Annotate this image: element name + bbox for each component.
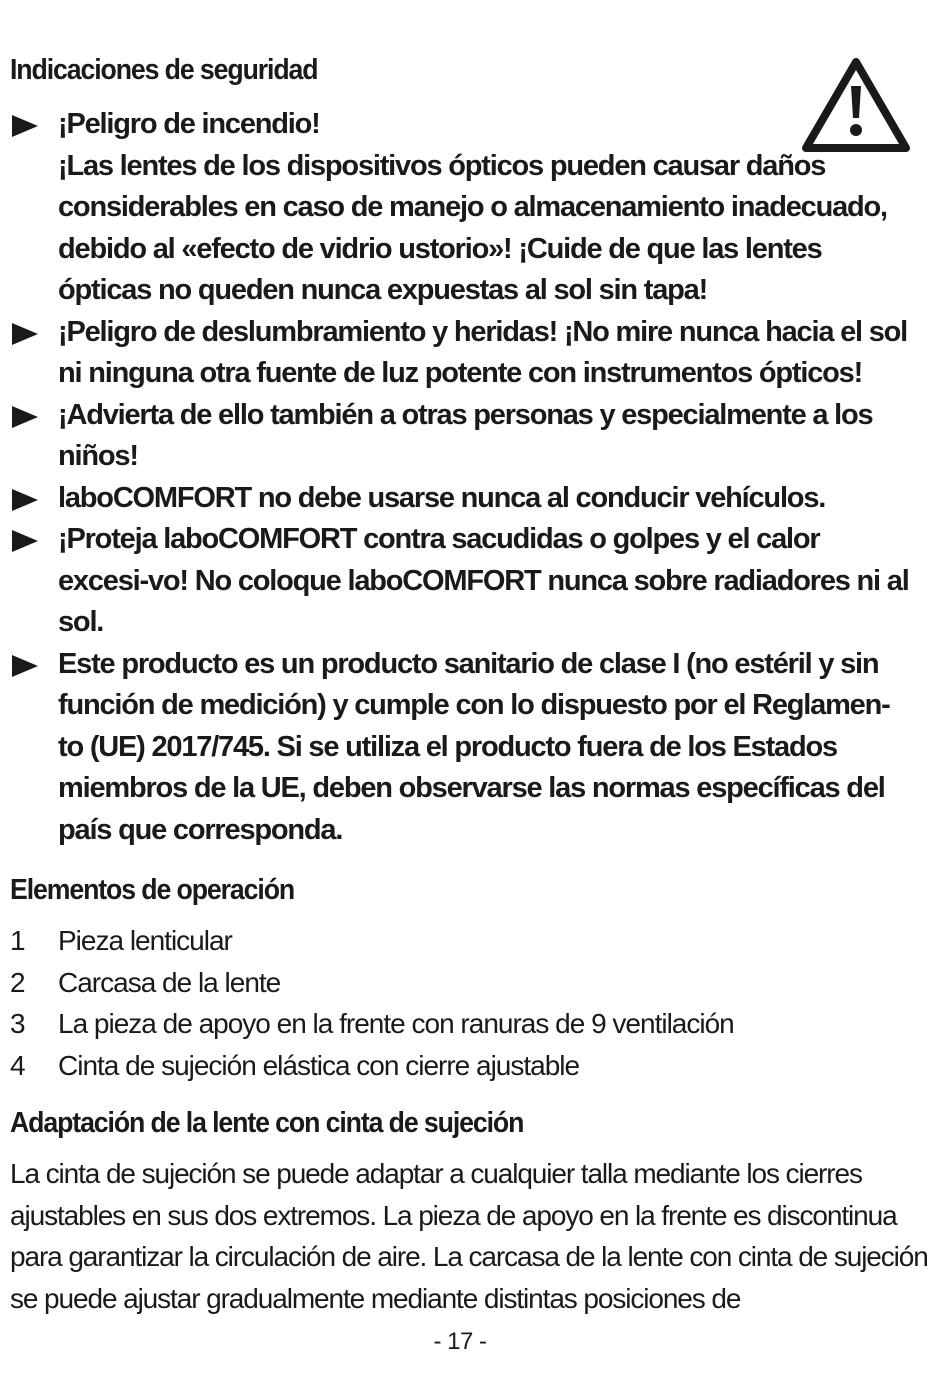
bullet-arrow-icon xyxy=(12,115,38,137)
item-number: 1 xyxy=(10,925,25,956)
safety-item-text: laboCOMFORT no debe usarse nunca al conducir vehículos. xyxy=(58,481,826,514)
safety-item xyxy=(0,478,910,520)
safety-item xyxy=(0,104,910,312)
safety-item-text: ¡Peligro de deslumbramiento y heridas! ¡No mire nunca hacia el sol ni ninguna otra fuente de luz potente con instrumentos ópticos! xyxy=(58,315,908,389)
bullet-arrow-icon xyxy=(12,323,38,345)
safety-heading: Indicaciones de seguridad xyxy=(10,54,318,86)
safety-list xyxy=(0,104,950,851)
item-number: 3 xyxy=(10,1008,25,1039)
item-label: La pieza de apoyo en la frente con ranuras de 9 ventilación xyxy=(58,1008,734,1039)
item-label: Cinta de sujeción elástica con cierre ajustable xyxy=(58,1049,580,1081)
controls-heading: Elementos de operación xyxy=(10,874,295,906)
bullet-arrow-icon xyxy=(12,406,38,428)
bullet-arrow-icon xyxy=(12,530,38,552)
safety-item-text: ¡Proteja laboCOMFORT contra sacudidas o golpes y el calor excesi-vo! No coloque laboCOMFORT nunca sobre radiadores ni al sol. xyxy=(58,523,909,638)
adaptation-paragraph: La cinta de sujeción se puede adaptar a cualquier talla mediante los cierres ajustables en sus dos extremos. La pieza de apoyo en la frente es discontinua para garantizar la circulación de aire. La carcasa de la lente con cinta de sujeción se puede ajustar gradualmente mediante distintas posiciones de xyxy=(10,1158,928,1314)
item-label: Carcasa de la lente xyxy=(58,966,281,998)
safety-item xyxy=(0,395,910,478)
safety-item-text: ¡Advierta de ello también a otras personas y especialmente a los niños! xyxy=(58,398,873,472)
item-label: Pieza lenticular xyxy=(58,925,232,956)
item-number: 2 xyxy=(10,966,25,998)
safety-item xyxy=(0,644,910,852)
adaptation-heading: Adaptación de la lente con cinta de sujeción xyxy=(10,1107,524,1139)
safety-item-text: ¡Peligro de incendio! ¡Las lentes de los dispositivos ópticos pueden causar daños considerables en caso de manejo o almacenamiento inadecuado, debido al «efecto de vidrio ustorio»! ¡Cuide de que las lentes ópticas no queden nunca expuestas al sol sin tapa! xyxy=(58,108,887,306)
safety-item xyxy=(0,312,910,395)
safety-item xyxy=(0,519,910,644)
safety-item-text: Este producto es un producto sanitario de clase I (no estéril y sin función de medición) y cumple con lo dispuesto por el Reglamen-to (UE) 2017/745. Si se utiliza el producto fuera de los Estados miembros de la UE, deben observarse las normas específicas del país que corresponda. xyxy=(58,647,890,846)
page-number: - 17 - xyxy=(433,1328,487,1355)
item-number: 4 xyxy=(10,1049,25,1081)
bullet-arrow-icon xyxy=(12,489,38,511)
bullet-arrow-icon xyxy=(12,655,38,677)
